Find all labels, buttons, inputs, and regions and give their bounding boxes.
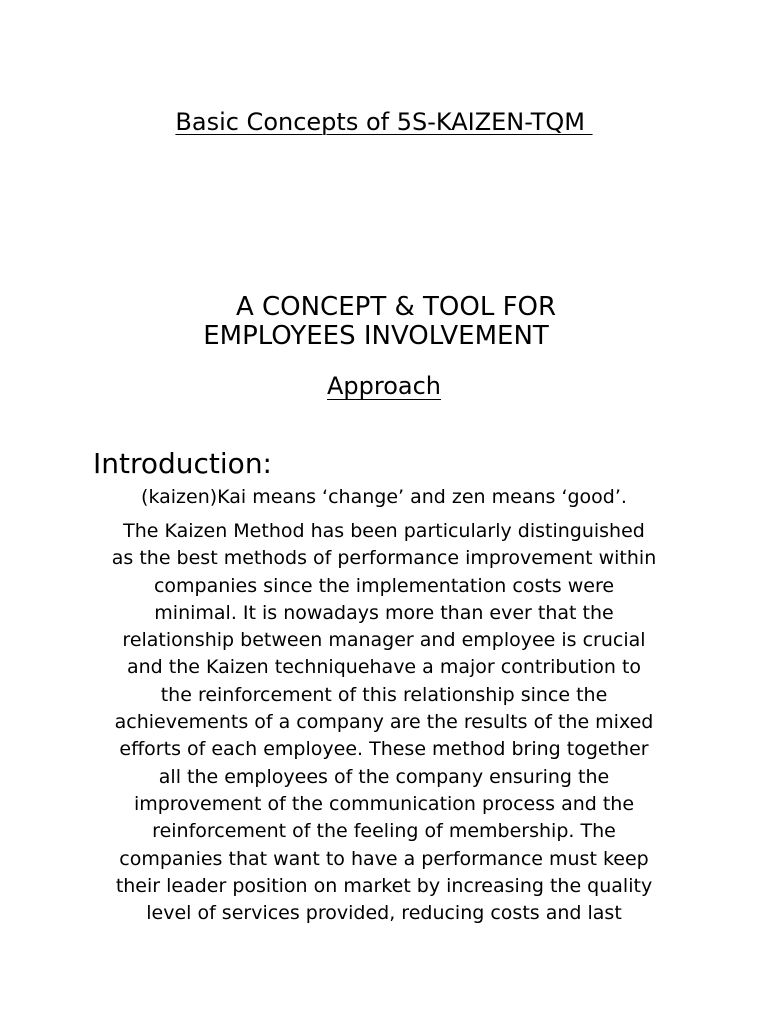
- document-title-text: Basic Concepts of 5S-KAIZEN-TQM: [175, 108, 593, 136]
- paragraph-line: the reinforcement of this relationship since the: [160, 683, 608, 706]
- paragraph-line: improvement of the communication process and the: [133, 792, 635, 815]
- paragraph-line: reinforcement of the feeling of membership. The: [152, 820, 616, 843]
- approach-heading: [0, 370, 768, 402]
- paragraph-line: all the employees of the company ensuring the: [158, 765, 610, 788]
- paragraph-line: companies that want to have a performance must keep: [119, 847, 649, 870]
- document-title: [0, 106, 768, 138]
- paragraph-line: relationship between manager and employee is crucial: [122, 629, 646, 652]
- paragraph-line: level of services provided, reducing costs and last: [146, 902, 622, 925]
- paragraph-line: The Kaizen Method has been particularly distinguished: [123, 520, 645, 542]
- paragraph-line: as the best methods of performance improvement within: [111, 547, 657, 570]
- introduction-heading: Introduction:: [93, 447, 272, 480]
- paragraph-line: minimal. It is nowadays more than ever that the: [154, 601, 614, 624]
- kaizen-definition: (kaizen)Kai means ‘change’ and zen means ‘good’.: [141, 486, 627, 508]
- subtitle-line-1: A CONCEPT & TOOL FOR: [235, 292, 557, 322]
- paragraph-line: companies since the implementation costs were: [153, 574, 615, 597]
- subtitle-line-2: EMPLOYEES INVOLVEMENT: [203, 321, 549, 351]
- paragraph-line: achievements of a company are the results of the mixed: [114, 711, 654, 734]
- approach-heading-text: Approach: [326, 372, 442, 400]
- paragraph-line: and the Kaizen techniquehave a major contribution to: [126, 656, 642, 679]
- paragraph-line: efforts of each employee. These method bring together: [119, 738, 649, 761]
- paragraph-line: their leader position on market by increasing the quality: [115, 874, 653, 897]
- body-paragraph: [60, 518, 708, 927]
